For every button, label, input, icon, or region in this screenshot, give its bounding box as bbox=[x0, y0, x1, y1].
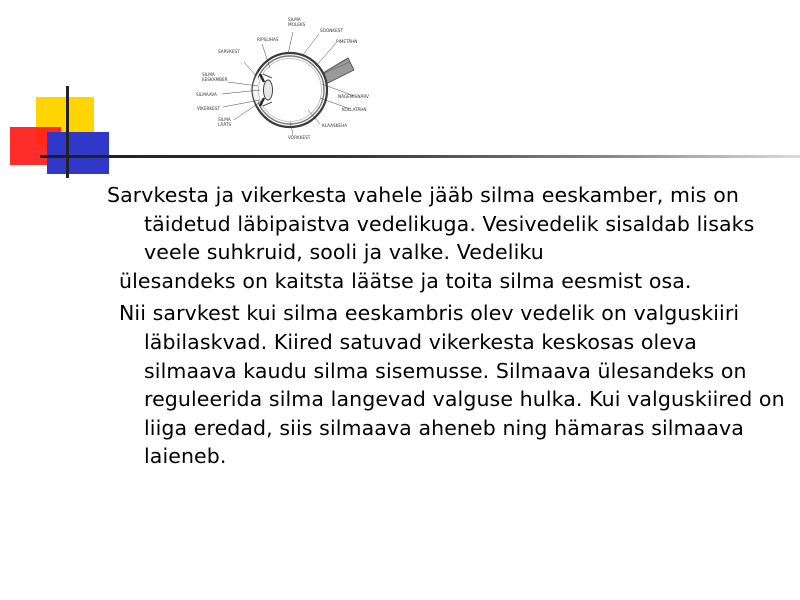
decor-blue-square bbox=[47, 132, 109, 174]
slide-body bbox=[107, 181, 787, 471]
label-ripslihas: RIPSLIHAS bbox=[257, 37, 279, 42]
label-soonkest: SOONKEST bbox=[320, 28, 343, 33]
title-divider-line bbox=[40, 155, 800, 158]
label-sclera-top: SILMA MOLEKS bbox=[288, 17, 306, 27]
paragraph-silmaava: Nii sarvkest kui silma eeskambris olev vedelik on valguskiiri läbilaskvad. Kiired satuvad vikerkesta keskosas oleva silmaava kaudu silma sisemusse. Silmaava ülesandeks on reguleerida silma langevad valguse hulka. Kui valguskiired on liiga eredad, siis silmaava aheneb ning hämaras silmaava laieneb. bbox=[119, 301, 785, 469]
label-klaaskeha: KLAASKEHA bbox=[322, 123, 348, 128]
paragraph-eeskamber: Sarvkesta ja vikerkesta vahele jääb silma eeskamber, mis on täidetud läbipaistva vedelikuga. Vesivedelik sisaldab lisaks veele suhkruid, sooli ja valke. Vedeliku bbox=[107, 183, 755, 265]
label-laats: SILMA LÄÄTS bbox=[218, 117, 232, 127]
label-vorkkest: VÕRKKEST bbox=[288, 135, 311, 140]
label-silmaava: SILMAAVA bbox=[196, 92, 217, 97]
label-vikerkest: VIKERKEST bbox=[197, 106, 221, 111]
cornea bbox=[252, 72, 258, 108]
lens bbox=[264, 80, 273, 100]
paragraph-ulesanne: ülesandeks on kaitsta läätse ja toita silma eesmist osa. bbox=[119, 268, 692, 293]
label-eeskamber: SILMA EESKAMBER bbox=[202, 72, 228, 82]
eye-anatomy-diagram bbox=[190, 10, 390, 150]
decor-vertical-line bbox=[66, 86, 69, 178]
label-kollatahn: KOLLATÄHN bbox=[342, 107, 367, 112]
label-nagemisnarv: NÄGEMISNÄRV bbox=[338, 94, 369, 99]
label-pimetahn: PIMETÄHN bbox=[336, 39, 358, 44]
label-sarvkest: SARVKEST bbox=[218, 49, 240, 54]
